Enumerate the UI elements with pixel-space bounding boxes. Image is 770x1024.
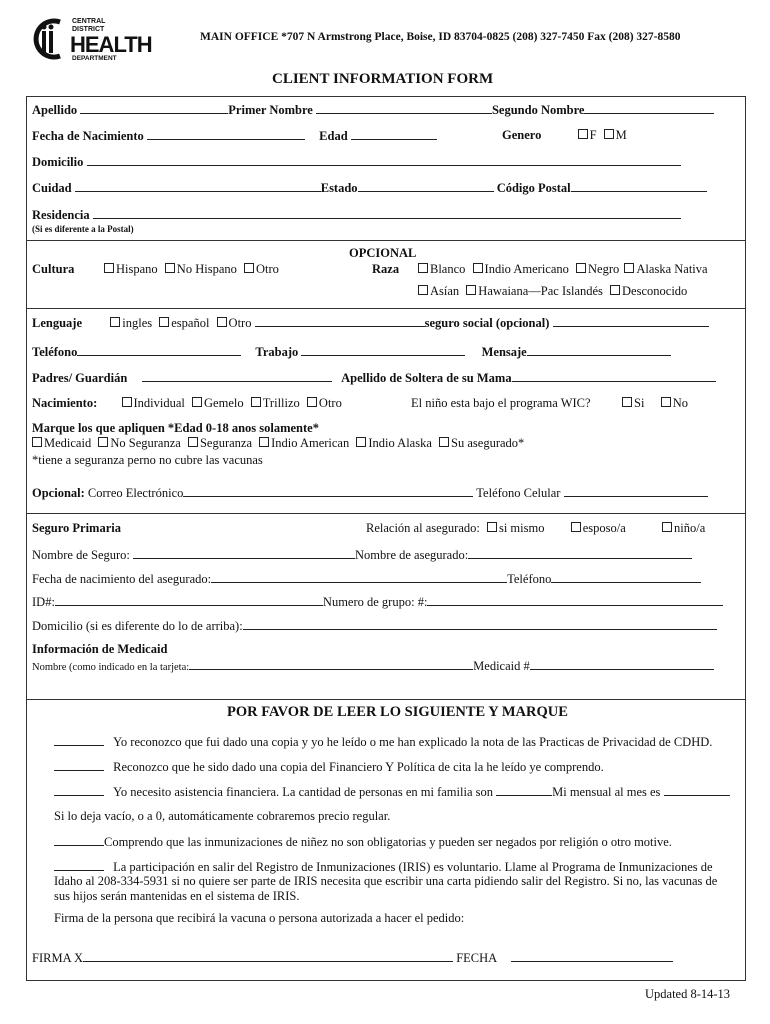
logo-text-department: DEPARTMENT <box>72 55 117 62</box>
codigo-postal-field[interactable] <box>571 180 707 192</box>
lenguaje-label: Lenguaje <box>32 316 82 330</box>
negro-label: Negro <box>588 262 620 276</box>
row-id <box>32 594 723 610</box>
nombre-seguro-field[interactable] <box>133 547 355 559</box>
checkbox-seguranza[interactable] <box>188 437 198 447</box>
divider <box>26 513 746 514</box>
id-label: ID#: <box>32 595 55 609</box>
seguranza-label: Seguranza <box>199 436 252 450</box>
row-telefono <box>32 344 671 360</box>
segundo-nombre-field[interactable] <box>584 102 714 114</box>
immunizations-initials-field[interactable] <box>54 834 104 846</box>
monthly-income-field[interactable] <box>664 784 730 796</box>
checkbox-wic-si[interactable] <box>622 397 632 407</box>
financial-policy-text: Reconozco que he sido dado una copia del Financiero Y Política de cita la he leído ye comprendo. <box>113 760 604 774</box>
correo-field[interactable] <box>183 485 473 497</box>
numero-grupo-label: Numero de grupo: #: <box>322 595 428 609</box>
checkbox-no-seguranza[interactable] <box>98 437 108 447</box>
edad-field[interactable] <box>351 128 437 140</box>
fecha-firma-field[interactable] <box>511 950 673 962</box>
blank-note: Si lo deja vacío, o a 0, automáticamente cobraremos precio regular. <box>54 809 391 823</box>
divider <box>26 240 746 241</box>
apellido-soltera-label: Apellido de Soltera de su Mama <box>341 371 512 385</box>
iris-text-line3: sus hijos serán mantenidas en el sistema de IRIS. <box>54 889 300 903</box>
fecha-nacimiento-field[interactable] <box>147 128 305 140</box>
row-lenguaje <box>32 315 709 331</box>
assistance-text: Yo necesito asistencia financiera. La cantidad de personas en mi familia son <box>113 785 493 799</box>
checkbox-ingles[interactable] <box>110 317 120 327</box>
wic-question: El niño esta bajo el programa WIC? <box>411 396 591 410</box>
hispano-label: Hispano <box>116 262 158 276</box>
checkbox-medicaid[interactable] <box>32 437 42 447</box>
domicilio-seguro-field[interactable] <box>243 618 717 630</box>
checkbox-blanco[interactable] <box>418 263 428 273</box>
row-nombre-seguro <box>32 547 692 563</box>
telefono-asegurado-field[interactable] <box>551 571 701 583</box>
divider <box>26 308 746 309</box>
m-label: M <box>615 128 627 142</box>
otro-lenguaje-label: Otro <box>228 316 252 330</box>
seguro-primaria-label: Seguro Primaria <box>32 521 121 535</box>
numero-grupo-field[interactable] <box>427 594 723 606</box>
primer-nombre-field[interactable] <box>316 102 492 114</box>
marque-heading: Marque los que apliquen *Edad 0-18 anos solamente* <box>32 421 319 435</box>
edad-label: Edad <box>319 129 348 143</box>
cuidad-label: Cuidad <box>32 181 72 195</box>
genero-label: Genero <box>502 128 542 142</box>
read-section-title: POR FAVOR DE LEER LO SIGUIENTE Y MARQUE <box>227 704 568 720</box>
domicilio-field[interactable] <box>87 154 681 166</box>
correo-label: Correo Electrónico <box>87 486 184 500</box>
apellido-soltera-field[interactable] <box>512 370 716 382</box>
nombre-tarjeta-field[interactable] <box>189 658 473 670</box>
trabajo-field[interactable] <box>301 344 465 356</box>
checkbox-alaska-nativa[interactable] <box>624 263 634 273</box>
espanol-label: español <box>171 316 210 330</box>
fecha-asegurado-label: Fecha de nacimiento del asegurado: <box>32 572 212 586</box>
statement-financial-policy <box>54 759 604 775</box>
desconocido-label: Desconocido <box>622 284 688 298</box>
domicilio-label: Domicilio <box>32 155 84 169</box>
row-city <box>32 180 707 196</box>
statement-assistance <box>54 784 730 800</box>
checkbox-gemelo[interactable] <box>192 397 202 407</box>
celular-field[interactable] <box>564 485 708 497</box>
checkbox-f[interactable] <box>578 129 588 139</box>
hawaiana-label: Hawaiana—Pac Islandés <box>478 284 603 298</box>
firma-label: FIRMA X <box>32 951 84 965</box>
nombre-asegurado-field[interactable] <box>468 547 692 559</box>
gemelo-label: Gemelo <box>204 396 244 410</box>
residencia-label: Residencia <box>32 208 90 222</box>
medicaid-num-field[interactable] <box>530 658 714 670</box>
seguro-social-label: seguro social (opcional) <box>424 316 550 330</box>
cultura-options <box>100 262 279 277</box>
cultura-label: Cultura <box>32 262 75 276</box>
office-address: MAIN OFFICE *707 N Armstrong Place, Boise, ID 83704-0825 (208) 327-7450 Fax (208) 327-8580 <box>200 31 681 43</box>
blanco-label: Blanco <box>430 262 466 276</box>
fecha-asegurado-field[interactable] <box>211 571 507 583</box>
checkbox-espanol[interactable] <box>159 317 169 327</box>
no-seguranza-label: No Seguranza <box>110 436 181 450</box>
row-medicaid <box>32 658 714 674</box>
logo-text-health: HEALTH <box>70 32 152 57</box>
mensaje-label: Mensaje <box>481 345 527 359</box>
row-birth <box>32 128 437 144</box>
logo <box>30 16 152 64</box>
row-padres <box>32 370 716 386</box>
wic-si-label: Si <box>634 396 645 410</box>
celular-label: Teléfono Celular <box>476 486 561 500</box>
row-opcional <box>32 485 708 501</box>
fecha-nacimiento-label: Fecha de Nacimiento <box>32 129 144 143</box>
checkbox-otro-lenguaje[interactable] <box>217 317 227 327</box>
trabajo-label: Trabajo <box>255 345 299 359</box>
firma-field[interactable] <box>83 950 453 962</box>
codigo-postal-label: Código Postal <box>496 181 571 195</box>
immunizations-text: Comprendo que las inmunizaciones de niñez no son obligatorias y pueden ser negados por religión o otro motive. <box>104 835 672 849</box>
checkbox-m[interactable] <box>604 129 614 139</box>
opcional-label: Opcional: <box>32 486 85 500</box>
fecha-firma-label: FECHA <box>456 951 497 965</box>
checkbox-nino[interactable] <box>662 522 672 532</box>
ingles-label: ingles <box>122 316 153 330</box>
raza-options-row2 <box>414 284 687 299</box>
telefono-asegurado-label: Teléfono <box>507 572 552 586</box>
individual-label: Individual <box>133 396 185 410</box>
no-hispano-label: No Hispano <box>176 262 237 276</box>
seguranza-options <box>28 436 524 451</box>
logo-text-district: DISTRICT <box>72 26 105 33</box>
statement-immunizations <box>54 834 672 850</box>
medicaid-label: Medicaid <box>44 436 92 450</box>
info-medicaid-heading: Información de Medicaid <box>32 642 168 656</box>
row-domicilio-seguro <box>32 618 717 634</box>
f-label: F <box>589 128 597 142</box>
apellido-field[interactable] <box>80 102 228 114</box>
health-department-logo-icon <box>30 16 70 62</box>
relacion-label: Relación al asegurado: <box>366 521 480 535</box>
assistance-initials-field[interactable] <box>54 784 104 796</box>
privacy-initials-field[interactable] <box>54 734 104 746</box>
otro-cultura-label: Otro <box>256 262 279 276</box>
firma-instructions: Firma de la persona que recibirá la vacuna o persona autorizada a hacer el pedido: <box>54 911 465 925</box>
residencia-note: (Si es diferente a la Postal) <box>32 224 134 234</box>
raza-options-row1 <box>414 262 708 277</box>
family-size-field[interactable] <box>496 784 552 796</box>
iris-text-line2: Idaho al 208-334-5931 si no quiere ser parte de IRIS necesita que escribir una carta pidiendo salir del Registro. Si no, las vacunas de <box>54 874 718 888</box>
trillizo-label: Trillizo <box>262 396 300 410</box>
nombre-tarjeta-label: Nombre (como indicado en la tarjeta: <box>32 662 190 673</box>
segundo-nombre-label: Segundo Nombre <box>491 103 585 117</box>
cuidad-field[interactable] <box>75 180 321 192</box>
checkbox-si-mismo[interactable] <box>487 522 497 532</box>
checkbox-hispano[interactable] <box>104 263 114 273</box>
checkbox-indio-alaska[interactable] <box>356 437 366 447</box>
asian-label: Asían <box>430 284 460 298</box>
alaska-nativa-label: Alaska Nativa <box>636 262 708 276</box>
wic-no-label: No <box>672 396 688 410</box>
mensaje-field[interactable] <box>527 344 671 356</box>
row-domicilio <box>32 154 681 170</box>
checkbox-negro[interactable] <box>576 263 586 273</box>
primer-nombre-label: Primer Nombre <box>228 103 313 117</box>
checkbox-no-hispano[interactable] <box>165 263 175 273</box>
indio-americano-label: Indio Americano <box>484 262 569 276</box>
seguro-social-field[interactable] <box>553 315 709 327</box>
si-mismo-label: si mismo <box>498 521 545 535</box>
indio-alaska-label: Indio Alaska <box>368 436 432 450</box>
nombre-seguro-label: Nombre de Seguro: <box>32 548 130 562</box>
checkbox-indio-american[interactable] <box>259 437 269 447</box>
padres-field[interactable] <box>142 370 332 382</box>
residencia-field[interactable] <box>93 207 681 219</box>
otro-nacimiento-label: Otro <box>318 396 342 410</box>
row-names <box>32 102 714 118</box>
statement-iris <box>54 859 713 875</box>
iris-initials-field[interactable] <box>54 859 104 871</box>
checkbox-individual[interactable] <box>122 397 132 407</box>
esposo-label: esposo/a <box>582 521 626 535</box>
row-fecha-asegurado <box>32 571 701 587</box>
statement-privacy <box>54 734 712 750</box>
wic-options <box>618 396 688 411</box>
telefono-field[interactable] <box>77 344 241 356</box>
id-field[interactable] <box>55 594 323 606</box>
checkbox-hawaiana[interactable] <box>466 285 476 295</box>
domicilio-seguro-label: Domicilio (si es diferente do lo de arriba): <box>32 619 243 633</box>
telefono-label: Teléfono <box>32 345 78 359</box>
financial-policy-initials-field[interactable] <box>54 759 104 771</box>
apellido-label: Apellido <box>32 103 78 117</box>
iris-text-line1: La participación en salir del Registro de Inmunizaciones (IRIS) es voluntario. Llame al Programa de Inmunizaciones de <box>113 860 713 874</box>
su-asegurado-label: Su asegurado* <box>451 436 525 450</box>
raza-label: Raza <box>372 262 400 276</box>
form-title: CLIENT INFORMATION FORM <box>272 71 494 87</box>
monthly-income-label: Mi mensual al mes es <box>552 785 661 799</box>
opcional-heading: OPCIONAL <box>349 246 417 260</box>
checkbox-desconocido[interactable] <box>610 285 620 295</box>
medicaid-num-label: Medicaid # <box>473 659 530 673</box>
nacimiento-label: Nacimiento: <box>32 396 98 410</box>
checkbox-trillizo[interactable] <box>251 397 261 407</box>
checkbox-wic-no[interactable] <box>661 397 671 407</box>
checkbox-su-asegurado[interactable] <box>439 437 449 447</box>
row-nacimiento <box>32 396 342 411</box>
nombre-asegurado-label: Nombre de asegurado: <box>355 548 469 562</box>
nino-label: niño/a <box>674 521 706 535</box>
updated-date: Updated 8-14-13 <box>645 987 731 1001</box>
checkbox-indio-americano[interactable] <box>473 263 483 273</box>
indio-american-label: Indio American <box>271 436 350 450</box>
estado-field[interactable] <box>358 180 494 192</box>
logo-text-central: CENTRAL <box>72 18 106 25</box>
row-firma <box>32 950 673 966</box>
privacy-text: Yo reconozco que fui dado una copia y yo he leído o me han explicado la nota de las Practicas de Privacidad de CDHD. <box>113 735 713 749</box>
relacion-group <box>366 521 705 536</box>
checkbox-otro-nacimiento[interactable] <box>307 397 317 407</box>
checkbox-otro-cultura[interactable] <box>244 263 254 273</box>
otro-lenguaje-field[interactable] <box>255 315 425 327</box>
padres-label: Padres/ Guardián <box>32 371 128 385</box>
estado-label: Estado <box>320 181 358 195</box>
row-residencia <box>32 207 681 223</box>
checkbox-asian[interactable] <box>418 285 428 295</box>
tiene-note: *tiene a seguranza perno no cubre las vacunas <box>32 453 263 467</box>
checkbox-esposo[interactable] <box>571 522 581 532</box>
genero-group <box>502 128 627 143</box>
